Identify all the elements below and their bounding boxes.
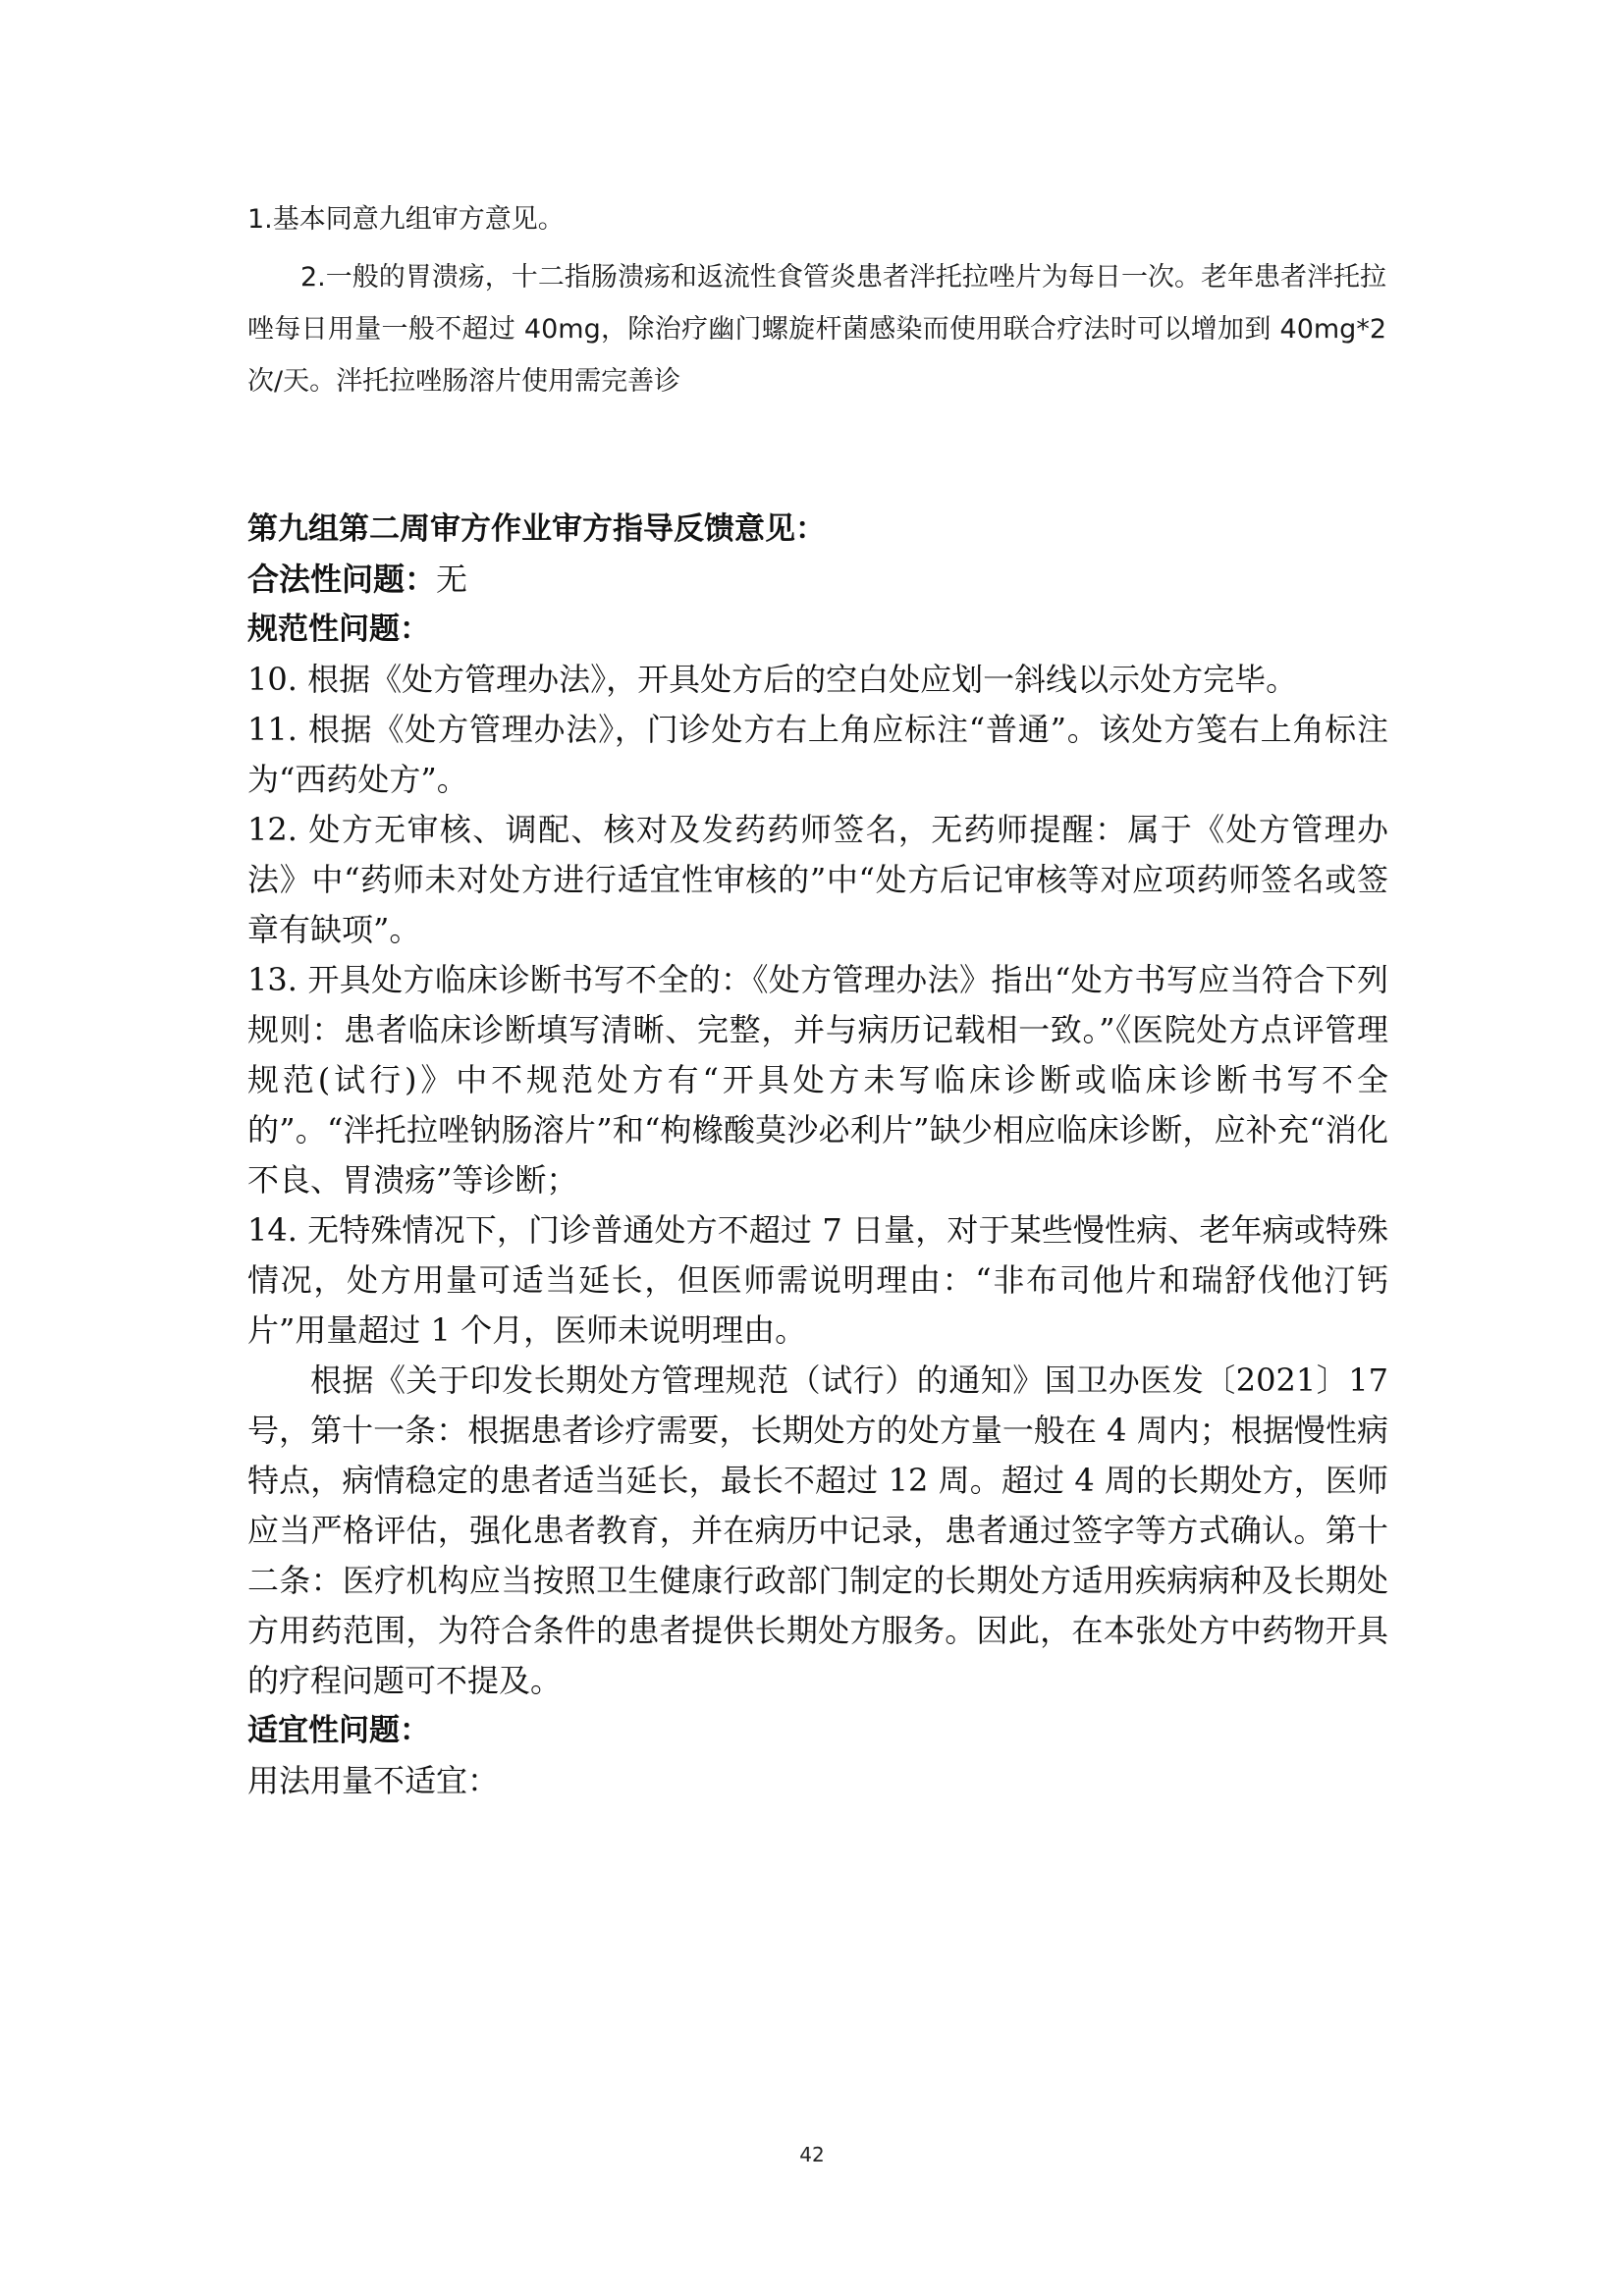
standard-item-13: 13. 开具处方临床诊断书写不全的：《处方管理办法》指出“处方书写应当符合下列规则：患者临床诊断填写清晰、完整，并与病历记载相一致。”《医院处方点评管理规范(试行)》中不规范处方有“开具处方未写临床诊断或临床诊断书写不全的”。“泮托拉唑钠肠溶片”和“枸橼酸莫沙必利片”缺少相应临床诊断，应补充“消化不良、胃溃疡”等诊断；: [247, 961, 1388, 1199]
section-title: 第九组第二周审方作业审方指导反馈意见：: [247, 511, 826, 547]
long-term-prescription-paragraph: 根据《关于印发长期处方管理规范（试行）的通知》国卫办医发〔2021〕17 号，第十一条：根据患者诊疗需要，长期处方的处方量一般在 4 周内；根据慢性病特点，病情稳定的患者适当延长，最长不超过 12 周。超过 4 周的长期处方，医师应当严格评估，强化患者教育，并在病历中记录，患者通过签字等方式确认。第十二条：医疗机构应当按照卫生健康行政部门制定的长期处方适用疾病病种及长期处方用药范围，为符合条件的患者提供长期处方服务。因此，在本张处方中药物开具的疗程问题可不提及。: [247, 1362, 1388, 1699]
intro-item-2: 2.一般的胃溃疡，十二指肠溃疡和返流性食管炎患者泮托拉唑片为每日一次。老年患者泮托拉唑每日用量一般不超过 40mg，除治疗幽门螺旋杆菌感染而使用联合疗法时可以增加到 40mg*2 次/天。泮托拉唑肠溶片使用需完善诊: [247, 262, 1386, 397]
page-number: 42: [799, 2143, 825, 2166]
standard-label: 规范性问题：: [247, 612, 430, 647]
legality-line: [247, 555, 1388, 605]
legality-value: 无: [436, 561, 468, 598]
legality-label: 合法性问题：: [247, 561, 437, 598]
feedback-section: [247, 505, 1388, 1806]
standard-item-11: 11. 根据《处方管理办法》，门诊处方右上角应标注“普通”。该处方笺右上角标注为“西药处方”。: [247, 711, 1388, 798]
standard-item-10: 10. 根据《处方管理办法》，开具处方后的空白处应划一斜线以示处方完毕。: [247, 661, 1298, 698]
suitability-subitem: 用法用量不适宜：: [247, 1762, 500, 1799]
standard-item-14: 14. 无特殊情况下，门诊普通处方不超过 7 日量，对于某些慢性病、老年病或特殊情况，处方用量可适当延长，但医师需说明理由：“非布司他片和瑞舒伐他汀钙片”用量超过 1 个月，医师未说明理由。: [247, 1211, 1388, 1349]
suitability-label: 适宜性问题：: [247, 1713, 430, 1748]
intro-item-1: 1.基本同意九组审方意见。: [247, 204, 565, 235]
standard-item-12: 12. 处方无审核、调配、核对及发药药师签名，无药师提醒：属于《处方管理办法》中“药师未对处方进行适宜性审核的”中“处方后记审核等对应项药师签名或签章有缺项”。: [247, 811, 1388, 948]
